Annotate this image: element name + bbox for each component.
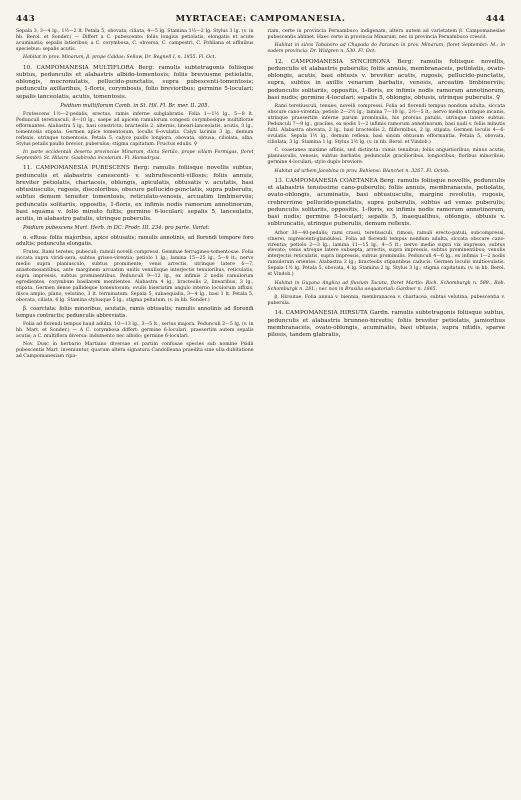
running-title: MYRTACEAE: CAMPOMANESIA. [175, 14, 346, 24]
habitat-note: Habitat in Guyana Anglica ad fluvium Tacutu, floret Martio: Rich. Schomburgk n. 588., Rob. Schomburgk n. 281.; nec non in Brasilia aequatoriali: Gardner n. 1865. [267, 280, 505, 292]
synonym-citation: Psidium multiflorum Camb. in St. Hil. Fl. Br. mer. II. 205. [60, 102, 210, 109]
note: C. coaetanea maxime affinis, sed distincta: ramis tenuibus; foliis angustioribus; minus acutis, planiusculis, venosis, subtus barbatis; pedunculis gracilioribus, longioribus; floribus minoribus; germine 4-loculari; stylo duplo breviore. [267, 148, 505, 166]
habitat-note: In parte occidentali deserta provinciae Minarum, dicta Sertão, prope villam Formigas, floret Septembri: St. Hilaire. Gaabiroba incolarum. Fl. Hamadryas. [16, 150, 254, 162]
species-heading: 10. CAMPOMANESIA MULTIFLORA Berg: ramulis subtetragonis foliisque subtus, pedunculis et alabastris albido-tomentosis; foliis breviusme petiolatis, oblongis, mucronulatis, pellucido-punctatis, supra pubescenti-tomentosis; pedunculis axillaribus, 1-floris, corymbosis, folio brevioribus; germine 5-loculari; sepalis lanceolatis, acutis, tomentosis. [16, 64, 254, 100]
species-heading: 14. CAMPOMANESIA HIRSUTA Gardn. ramulis subtetragonis foliisque subtus, pedunculis et alabastris brunneo-hirsutis; foliis breviter petiolatis, jamiorihus membranaceis, ovato-oblongis, acuminatis, basi obtusis, supra nitidis, sparse pilosis, tandem glabratis, [267, 310, 505, 339]
paragraph: Sepala 3, 3—4 lg., 1½—2 lt. Petala 5, obovata, ciliata, 4—5 lg. Stamina 1½—2 lg. Stylus 3 lg. (v. in hb. Berol. et Sonder.) — Differt a C. pubescente: foliis longius petiolatis, elongatis et acute acuminatis; sepalis latioribus; a C. corymbosa, C. obversa, C. campestri, C. Pohliana et affinibus speciebus: sepalis acutis. [16, 29, 254, 52]
two-column-body [16, 29, 505, 362]
habitat-note: Habitat in silvis Tabuleiro ad Chapada do Paranan in prov. Minarum, floret Septembri: M.; in eadem provincia: Dr. Widgren n. 530. Fl. Oct. [267, 43, 505, 55]
right-column [268, 29, 506, 341]
running-head [16, 14, 505, 24]
synonym-citation: Psidium pubescens Mart. Herb. in DC. Prodr. III. 234. pro parte. Variat: [23, 225, 210, 232]
description: Frutescens 1½—2-pedalis, erectus, ramis inferne subglabratis. Folia 1—1½ lg., 5—8 lt. Pedunculi teretiusculi, 8—10 lg., saepe ad apicem ramulorum congesti corymbosique multiflorae efformantes. Alabastra 5 lg., basi constricta, bracteolis 2, alternis, lineari-lanceolatis, acutis, 3 lg., tomentosis stipata. Germen apice tomentosum, loculis 8-ovulatis. Calyx laciniis 3 lg., demum reflexis, utrinque tomentosis. Petala 5, calyce paullo longiora, obovata, obtusa, ciliolata, alba. Stylus petalis paullo brevior, puberulus; stigma capitatum. Fructus edulis. ♀ [16, 112, 254, 147]
habitat-note: Habitat ad urbem Jacobina in prov. Bahiensi: Blanchet n. 3267. Fl. Octob. [274, 168, 450, 174]
left-column [16, 29, 254, 362]
paragraph: riam, certe in provincia Pernambuco indigenam, altera autem ad varietatem β. Campomanesiae pubescentis ablinet. Haec certe in provincia Minarum, nec in provincia Pernambuco crescit. [267, 29, 505, 40]
description: Folia ad florendi tempus haud adulta, 10—13 lg., 3—5 lt., serius majora. Pedunculi 2—5 lg. (v. in hb. Mart. et Sonder.) — A C. corymbosa differt: germine 6-loculari, praesertim autem sepalis acutis; a C. multiflora diversa: indumento nec albido; germine 6-loculari. [16, 321, 254, 339]
section-note: β. Hirsutae. Folia annua v. biennia, membranacea v. chartacea, subtus velutina, pubescentia v. puberula. [267, 295, 505, 306]
species-heading: 11. CAMPOMANESIA PUBESCENS Berg: ramulis foliisque novellis subtus, pedunculis et alabastris canescenti- v. subrufescenti-villosis; foliis annuis, breviter petiolatis, chartaceis, oblongis, apiculatis, obtusatis v. acutatis, basi obtusiusculis, rugosis, discoloribus, obscure pellucido-punctatis, supra puberulis, subtus demum tenuiter tomentosis, reticulato-venosis, arcuatim limbinerviis; pedunculis solitariis, oppositis, 1-floris, ex infimis nodis ramorum annotinorum, basi squama v. folio minuto fultis; germine 6-loculari; sepalis 5, lanceolatis, acutis, in alabastro patulis, utrinque puberulis. [16, 165, 254, 223]
description: Frutex. Rami teretes, pubeculi; ramuli novelli compressi. Gemmae ferrugineo-tomentosae. Folia siccata supra viridi-aera, subtus griseo-virentia; petiolo 1 lg.; lamina 15—25 lg., 5—8 lt.; nervo medio supra planiusculo, subtus prominente; venis arrectis, utrinque latere 6—7, anastomosantibus, ante marginem arcuatim unitis venulisque interjectis tenuioribus, reticulatis, supra impressis, subtus prominentibus. Pedunculi 9—12 lg., ex infimis 2 nodis ramulorum egredientes, corymbum basilarem mentientes. Alabastra 4 lg., bracteolis 2, linearibus, 3 lg., stipata. Germen dense pallideque tomentosum; ovulis biseriatim angulo interno loculorum affixis, disco amplo, plano, velutino, 3 lt. terminatum. Sepala 5, subaequalia, 3—4 lg., basi 1 lt. Petala 5, obovata, ciliata, 6 lg. Stamina stylusque 5 lg.; stigma peltatum. (v. in hb. Sonder.) [16, 250, 254, 303]
note: Nov. Dusc in herbario Martiano diversae et partim confusae species sub nomine Psidii pubescentis Mart. inveniuntur, quarum altera signatura Candolleana praedita sine ulla dubitatione ad Campomanesiam ripa- [16, 342, 254, 359]
description: Rami teretiusculi, tenues; novelli compressi. Folia ad florendi tempus nondum adulta, siccata obscure cano-virentia; petiolo 2—2½ lg.; lamina 7—10 lg., 2½—5 lt.; nervo medio utrinque incanis, utrinque praesertim inferne parum prominulis, his prorsus patulis, utrinque latere subtus. Pedunculi 7—9 lg., graciles, ex nodis 1—2 infimis ramorum annotinorum, basi nudi v. foliis minutis fulti. Alabastra obovata, 2 lg., basi bracteolis 2, filiformibus, 2 lg. stipata. Germen loculis 4—6-ovulatis. Sepala 1½ lg., demum reflexa, basi sinum obtusum efformantia. Petala 5, obovata, ciliolata, 3 lg. Stamina 1 lg. Stylus 1½ lg. (v. in hb. Berol. et Vindob.) [267, 104, 505, 145]
species-heading: 13. CAMPOMANESIA COAETANEA Berg: ramulis foliisque novellis, pedunculis et alabastris tenuissime cano-puberulis; foliis annuis, membranaceis, petiolatis, ovato-oblongis, acuminatis, basi obtusiusculis, margine revolutis, rugosis, crebrerrime pellucido-punctatis, supra puberulis, subtus ad venas puberulis; pedunculis solitariis, oppositis, 1-floris, ex infimis nodis ramorum annotinorum, basi nudis; germine 5-loculari; sepalis 5, inaequalibus, oblongis, obtusis v. subtruncatis, utrinque puberulis, demum reflexis. [267, 178, 505, 228]
description: Arbor 30—40-pedalis; rami crassi, teretiusculi, rimosi; ramuli erecto-patuli, subcompressi, cinerei, nigrescenti-glandulosi. Folia ad florendi tempus nondum adulta, siccata obscure cano-virentia; petiolo 2—3 lg.; lamina 11—15 lg., 4—5 lt.; nervo medio supra vix impresso, subtus elevato; venis utroque latere subsepta, arrectis, supra impressis, subtus prominentibus; venulis interjectis reticulatis, supra impressis, subtus prominulis. Pedunculi 4—6 lg., ex infimis 1—2 nodis ramulorum orientes. Alabastra 2 lg.; bracteolis stipantibus caducis. Germen loculis multiovulatis. Sepala 1½ lg. Petala 5, obovata, 4 lg. Stamina 2 lg. Stylus 3 lg.; stigma capitatum. (v. in hb. Berol. et Vindob.) [267, 230, 505, 278]
page-number-right: 444 [485, 14, 505, 24]
species-heading: 12. CAMPOMANESIA SYNCHRONA Berg: ramulis foliisque novellis, pedunculis et alabastris puberulis; foliis annuis, membranaceis, petiolatis, ovato-oblongis, acutis, basi obtusis v. breviter acutis, rugosis, pellucido-punctatis, supra, subtus in axillis venarum barbatis, venosis, arcuatim limbinerviis; pedunculis solitariis, oppositis, 1-floris, ex infimis nodis ramorum annotinorum, basi nudis; germine 4-loculari; sepalis 5, oblongis, obtusis, utrinque puberulis. ♀ [267, 58, 505, 101]
variety-beta: β. coarctata: foliis minoribus, acutatis, ramis obtusatis; ramulis annotinis ad florendi tempus contractis; pedunculis abbreviatis. [16, 306, 254, 319]
page-number-left: 443 [16, 14, 36, 24]
variety-alpha: α. effusa: foliis majoribus, apice obtusatis; ramulis annotinis, ad florendi tempore foro adultis; pedunculis elongatis. [16, 234, 254, 248]
habitat-note: Habitat in prov. Minarum, β. prope Caldas: Sellow, Dr. Regnell I, n. 1855. Fl. Oct. [23, 55, 217, 61]
